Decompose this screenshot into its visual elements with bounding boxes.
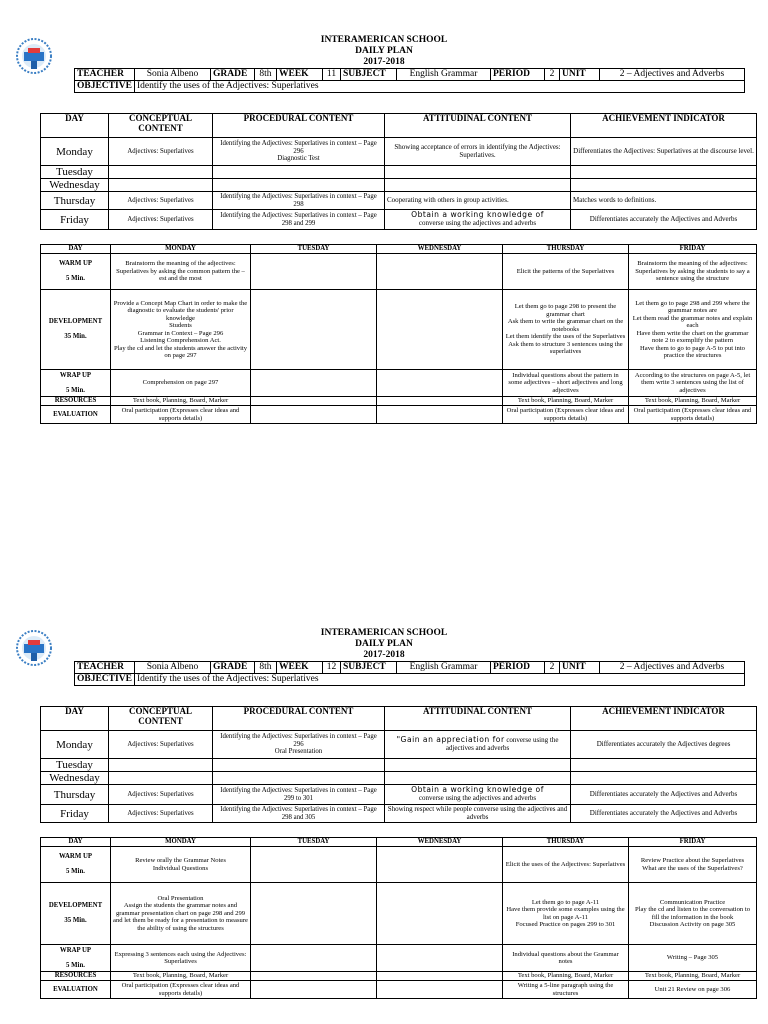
- week-label: WEEK: [277, 662, 323, 674]
- weekly-cell: Obtain a working knowledge of converse using the adjectives and adverbs: [385, 785, 571, 805]
- daily-cell: Let them go to page 298 and 299 where the grammar notes are Let them read the grammar notes and explain each Have them write the chart on the grammar note 2 to exemplify the pattern Have them to go to page A-5 to put into practice the structures: [629, 290, 757, 370]
- weekly-day: Friday: [41, 210, 109, 230]
- daily-cell: [377, 883, 503, 945]
- weekly-cell: [571, 759, 757, 772]
- weekly-row: [41, 785, 757, 805]
- daily-row-label: EVALUATION: [41, 406, 111, 424]
- weekly-cell: Identifying the Adjectives: Superlatives in context – Page 298 and 299: [213, 210, 385, 230]
- weekly-cell: Identifying the Adjectives: Superlatives in context – Page 299 to 301: [213, 785, 385, 805]
- objective-value: Identify the uses of the Adjectives: Superlatives: [135, 81, 745, 93]
- daily-header: FRIDAY: [629, 838, 757, 847]
- daily-cell: Oral participation (Expresses clear ideas and supports details): [111, 406, 251, 424]
- weekly-header: PROCEDURAL CONTENT: [213, 707, 385, 731]
- grade-value: 8th: [255, 662, 277, 674]
- weekly-cell: [109, 759, 213, 772]
- daily-row-label: DEVELOPMENT 35 Min.: [41, 290, 111, 370]
- subject-label: SUBJECT: [341, 662, 397, 674]
- weekly-cell: Adjectives: Superlatives: [109, 805, 213, 823]
- weekly-cell: Identifying the Adjectives: Superlatives in context – Page 296 Diagnostic Test: [213, 138, 385, 166]
- daily-cell: Text book, Planning, Board, Marker: [111, 972, 251, 981]
- weekly-cell: [213, 772, 385, 785]
- weekly-cell: Differentiates accurately the Adjectives and Adverbs: [571, 210, 757, 230]
- daily-row-label: WARM UP 5 Min.: [41, 254, 111, 290]
- daily-header: THURSDAY: [503, 245, 629, 254]
- daily-header: TUESDAY: [251, 838, 377, 847]
- daily-table: [40, 837, 757, 999]
- weekly-row: [41, 759, 757, 772]
- daily-row-label: WRAP UP 5 Min.: [41, 945, 111, 972]
- daily-cell: Brainstorm the meaning of the adjectives: Superlatives by asking the common pattern the –est and the most: [111, 254, 251, 290]
- weekly-cell: "Gain an appreciation for converse using the adjectives and adverbs: [385, 731, 571, 759]
- weekly-row: [41, 731, 757, 759]
- weekly-day: Monday: [41, 731, 109, 759]
- teacher-label: TEACHER: [75, 69, 135, 81]
- daily-cell: Text book, Planning, Board, Marker: [629, 397, 757, 406]
- weekly-header: DAY: [41, 707, 109, 731]
- daily-row-label: RESOURCES: [41, 397, 111, 406]
- plan-type: DAILY PLAN: [355, 639, 413, 649]
- weekly-header: ACHIEVEMENT INDICATOR: [571, 114, 757, 138]
- daily-row-label: DEVELOPMENT 35 Min.: [41, 883, 111, 945]
- daily-header: MONDAY: [111, 838, 251, 847]
- daily-cell: Brainstorm the meaning of the adjectives: Superlatives by asking the students to say a sentence using the structure: [629, 254, 757, 290]
- weekly-day: Friday: [41, 805, 109, 823]
- teacher-label: TEACHER: [75, 662, 135, 674]
- weekly-header: CONCEPTUAL CONTENT: [109, 707, 213, 731]
- unit-value: 2 – Adjectives and Adverbs: [600, 662, 745, 674]
- daily-header: DAY: [41, 245, 111, 254]
- period-value: 2: [545, 69, 560, 81]
- daily-cell: Comprehension on page 297: [111, 370, 251, 397]
- week-label: WEEK: [277, 69, 323, 81]
- weekly-cell: Cooperating with others in group activities.: [385, 192, 571, 210]
- weekly-day: Tuesday: [41, 759, 109, 772]
- weekly-cell: Obtain a working knowledge of converse using the adjectives and adverbs: [385, 210, 571, 230]
- daily-cell: Let them go to page A-11 Have them provide some examples using the list on page A-11 Focused Practice on pages 299 to 301: [503, 883, 629, 945]
- weekly-row: [41, 772, 757, 785]
- unit-label: UNIT: [560, 662, 600, 674]
- daily-cell: [377, 847, 503, 883]
- week-value: 12: [323, 662, 341, 674]
- weekly-header: CONCEPTUAL CONTENT: [109, 114, 213, 138]
- daily-cell: Elicit the uses of the Adjectives: Superlatives: [503, 847, 629, 883]
- weekly-cell: [109, 772, 213, 785]
- weekly-cell: Showing respect while people converse using the adjectives and adverbs: [385, 805, 571, 823]
- weekly-cell: Adjectives: Superlatives: [109, 785, 213, 805]
- daily-cell: Oral participation (Expresses clear ideas and supports details): [629, 406, 757, 424]
- daily-row-label: RESOURCES: [41, 972, 111, 981]
- daily-header: DAY: [41, 838, 111, 847]
- daily-cell: Text book, Planning, Board, Marker: [503, 397, 629, 406]
- weekly-day: Tuesday: [41, 166, 109, 179]
- daily-cell: Writing a 5-line paragraph using the structures: [503, 981, 629, 999]
- weekly-cell: [385, 772, 571, 785]
- school-name: INTERAMERICAN SCHOOL: [320, 628, 448, 638]
- daily-cell: Provide a Concept Map Chart in order to make the diagnostic to evaluate the students' prior knowledge Students Grammar in Context – Page 296 Listening Comprehension Act. Play the cd and let the students answer the activity on page 297: [111, 290, 251, 370]
- unit-value: 2 – Adjectives and Adverbs: [600, 69, 745, 81]
- weekly-cell: Differentiates accurately the Adjectives degrees: [571, 731, 757, 759]
- daily-cell: Review Practice about the Superlatives What are the uses of the Superlatives?: [629, 847, 757, 883]
- week-value: 11: [323, 69, 341, 81]
- weekly-header: ATTITUDINAL CONTENT: [385, 707, 571, 731]
- daily-cell: According to the structures on page A-5, let them write 3 sentences using the list of adjectives: [629, 370, 757, 397]
- daily-cell: [251, 945, 377, 972]
- grade-label: GRADE: [211, 662, 255, 674]
- plan-type: DAILY PLAN: [355, 46, 413, 56]
- weekly-cell: [385, 759, 571, 772]
- daily-cell: [377, 945, 503, 972]
- weekly-day: Wednesday: [41, 179, 109, 192]
- subject-label: SUBJECT: [341, 69, 397, 81]
- daily-cell: Text book, Planning, Board, Marker: [111, 397, 251, 406]
- school-name: INTERAMERICAN SCHOOL: [320, 35, 448, 45]
- weekly-day: Thursday: [41, 785, 109, 805]
- subject-value: English Grammar: [397, 69, 491, 81]
- school-year: 2017-2018: [363, 650, 405, 660]
- grade-label: GRADE: [211, 69, 255, 81]
- daily-row: [41, 847, 757, 883]
- daily-row-label: EVALUATION: [41, 981, 111, 999]
- weekly-cell: Adjectives: Superlatives: [109, 192, 213, 210]
- daily-cell: Let them go to page 298 to present the grammar chart Ask them to write the grammar chart on the notebooks Let them identify the uses of the Superlatives Ask them to structure 3 sentences using the superlatives: [503, 290, 629, 370]
- daily-cell: Communication Practice Play the cd and listen to the conversation to fill the information in the book Discussion Activity on page 305: [629, 883, 757, 945]
- daily-row-label: WARM UP 5 Min.: [41, 847, 111, 883]
- daily-row: [41, 981, 757, 999]
- daily-cell: Individual questions about the pattern in some adjectives – short adjectives and long adjectives: [503, 370, 629, 397]
- daily-cell: [251, 883, 377, 945]
- weekly-day: Thursday: [41, 192, 109, 210]
- daily-row: [41, 972, 757, 981]
- period-label: PERIOD: [491, 69, 545, 81]
- weekly-cell: Identifying the Adjectives: Superlatives in context – Page 298: [213, 192, 385, 210]
- info-table: [74, 661, 745, 686]
- unit-label: UNIT: [560, 69, 600, 81]
- daily-header: TUESDAY: [251, 245, 377, 254]
- weekly-cell: Adjectives: Superlatives: [109, 138, 213, 166]
- daily-row: [41, 883, 757, 945]
- weekly-cell: Identifying the Adjectives: Superlatives in context – Page 298 and 305: [213, 805, 385, 823]
- daily-cell: Oral participation (Expresses clear ideas and supports details): [503, 406, 629, 424]
- daily-header: FRIDAY: [629, 245, 757, 254]
- daily-row-label: WRAP UP 5 Min.: [41, 370, 111, 397]
- weekly-day: Wednesday: [41, 772, 109, 785]
- daily-cell: [377, 972, 503, 981]
- grade-value: 8th: [255, 69, 277, 81]
- daily-row: [41, 945, 757, 972]
- subject-value: English Grammar: [397, 662, 491, 674]
- weekly-header: ACHIEVEMENT INDICATOR: [571, 707, 757, 731]
- objective-label: OBJECTIVE: [75, 81, 135, 93]
- weekly-day: Monday: [41, 138, 109, 166]
- weekly-header: ATTITUDINAL CONTENT: [385, 114, 571, 138]
- daily-cell: [251, 981, 377, 999]
- weekly-cell: Showing acceptance of errors in identifying the Adjectives: Superlatives.: [385, 138, 571, 166]
- weekly-cell: Differentiates accurately the Adjectives and Adverbs: [571, 785, 757, 805]
- teacher-value: Sonia Albeno: [135, 69, 211, 81]
- weekly-cell: Differentiates accurately the Adjectives and Adverbs: [571, 805, 757, 823]
- daily-cell: Oral participation (Expresses clear ideas and supports details): [111, 981, 251, 999]
- daily-header: THURSDAY: [503, 838, 629, 847]
- objective-value: Identify the uses of the Adjectives: Superlatives: [135, 674, 745, 686]
- daily-cell: Individual questions about the Grammar notes: [503, 945, 629, 972]
- daily-header: WEDNESDAY: [377, 838, 503, 847]
- weekly-table: [40, 706, 757, 823]
- weekly-header: DAY: [41, 114, 109, 138]
- daily-cell: Writing – Page 305: [629, 945, 757, 972]
- weekly-cell: Matches words to definitions.: [571, 192, 757, 210]
- daily-cell: Text book, Planning, Board, Marker: [503, 972, 629, 981]
- weekly-cell: [213, 759, 385, 772]
- teacher-value: Sonia Albeno: [135, 662, 211, 674]
- daily-cell: Oral Presentation Assign the students the grammar notes and grammar presentation chart on page 298 and 299 and let them be ready for a presentation to measure the ability of using the structures: [111, 883, 251, 945]
- period-label: PERIOD: [491, 662, 545, 674]
- daily-cell: [251, 972, 377, 981]
- daily-cell: [377, 981, 503, 999]
- school-year: 2017-2018: [363, 57, 405, 67]
- daily-cell: Unit 21 Review on page 306: [629, 981, 757, 999]
- weekly-cell: Differentiates the Adjectives: Superlatives at the discourse level.: [571, 138, 757, 166]
- weekly-row: [41, 805, 757, 823]
- weekly-cell: [571, 772, 757, 785]
- period-value: 2: [545, 662, 560, 674]
- daily-cell: Review orally the Grammar Notes Individual Questions: [111, 847, 251, 883]
- daily-cell: Elicit the patterns of the Superlatives: [503, 254, 629, 290]
- daily-cell: Expressing 3 sentences each using the Adjectives: Superlatives: [111, 945, 251, 972]
- daily-header: WEDNESDAY: [377, 245, 503, 254]
- objective-label: OBJECTIVE: [75, 674, 135, 686]
- daily-cell: Text book, Planning, Board, Marker: [629, 972, 757, 981]
- weekly-cell: Identifying the Adjectives: Superlatives in context – Page 296 Oral Presentation: [213, 731, 385, 759]
- weekly-header: PROCEDURAL CONTENT: [213, 114, 385, 138]
- daily-header: MONDAY: [111, 245, 251, 254]
- daily-cell: [251, 847, 377, 883]
- weekly-cell: Adjectives: Superlatives: [109, 731, 213, 759]
- weekly-cell: Adjectives: Superlatives: [109, 210, 213, 230]
